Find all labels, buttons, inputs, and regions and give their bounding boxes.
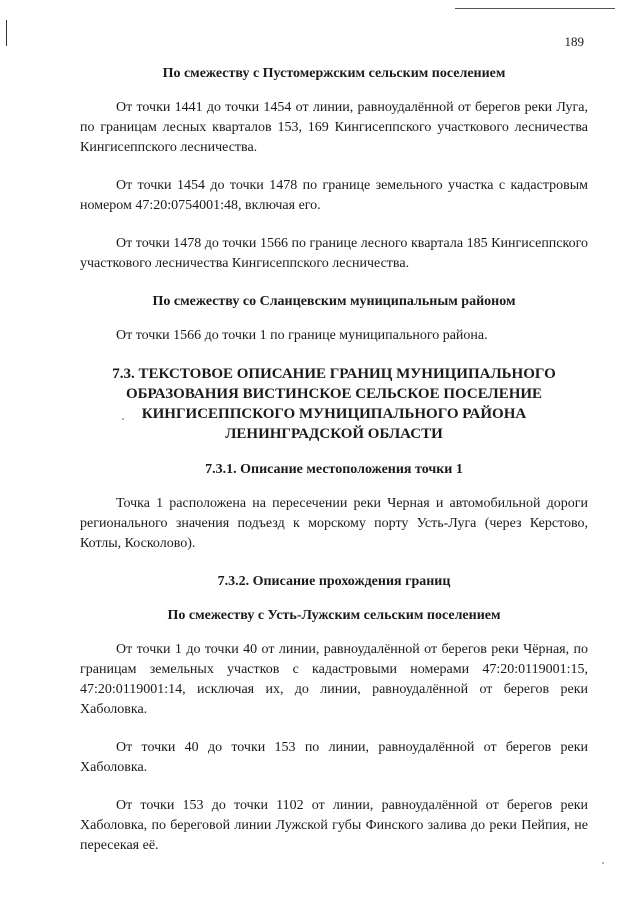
section-heading: [80, 364, 588, 444]
document-body: [80, 64, 588, 874]
subheading-7-3-2: 7.3.2. Описание прохождения границ: [217, 574, 451, 589]
section-heading-line: ОБРАЗОВАНИЯ ВИСТИНСКОЕ СЕЛЬСКОЕ ПОСЕЛЕНИЕ: [125, 386, 543, 402]
paragraph: От точки 1454 до точки 1478 по границе земельного участка с кадастровым номером 47:20:0754001:48, включая его.: [80, 178, 588, 213]
paragraph: От точки 153 до точки 1102 от линии, равноудалённой от берегов реки Хаболовка, по береговой линии Лужской губы Финского залива до реки Пейпия, не пересекая её.: [80, 798, 588, 853]
scan-speck: [122, 418, 124, 420]
paragraph: От точки 40 до точки 153 по линии, равноудалённой от берегов реки Хаболовка.: [80, 740, 588, 775]
paragraph: От точки 1478 до точки 1566 по границе лесного квартала 185 Кингисеппского участкового лесничества Кингисеппского лесничества.: [80, 236, 588, 271]
scan-edge-line: [455, 8, 615, 9]
scan-margin-mark: [6, 20, 7, 46]
subheading-7-3-1: 7.3.1. Описание местоположения точки 1: [205, 462, 463, 477]
paragraph: Точка 1 расположена на пересечении реки Черная и автомобильной дороги регионального значения подъезд к морскому порту Усть-Луга (через Керстово, Котлы, Косколово).: [80, 496, 588, 551]
subheading-ust-luga: По смежеству с Усть-Лужским сельским поселением: [167, 608, 501, 623]
paragraph: От точки 1 до точки 40 от линии, равноудалённой от берегов реки Чёрная, по границам земельных участков с кадастровыми номерами 47:20:0119001:15, 47:20:0119001:14, исключая их, до линии, равноудалённой от берегов реки Хаболовка.: [80, 642, 588, 717]
subheading-slantsy: По смежеству со Сланцевским муниципальным районом: [152, 294, 516, 309]
section-heading-line: КИНГИСЕППСКОГО МУНИЦИПАЛЬНОГО РАЙОНА: [141, 406, 527, 422]
subheading-pustomerzh: По смежеству с Пустомержским сельским поселением: [162, 66, 506, 81]
scan-speck: [602, 862, 604, 864]
paragraph: От точки 1566 до точки 1 по границе муниципального района.: [116, 328, 488, 343]
section-heading-line: ЛЕНИНГРАДСКОЙ ОБЛАСТИ: [225, 426, 443, 442]
page-number: 189: [564, 34, 584, 49]
paragraph: От точки 1441 до точки 1454 от линии, равноудалённой от берегов реки Луга, по границам лесных кварталов 153, 169 Кингисеппского участкового лесничества Кингисеппского лесничества.: [80, 100, 588, 155]
section-heading-line: 7.3. ТЕКСТОВОЕ ОПИСАНИЕ ГРАНИЦ МУНИЦИПАЛЬНОГО: [112, 366, 556, 382]
